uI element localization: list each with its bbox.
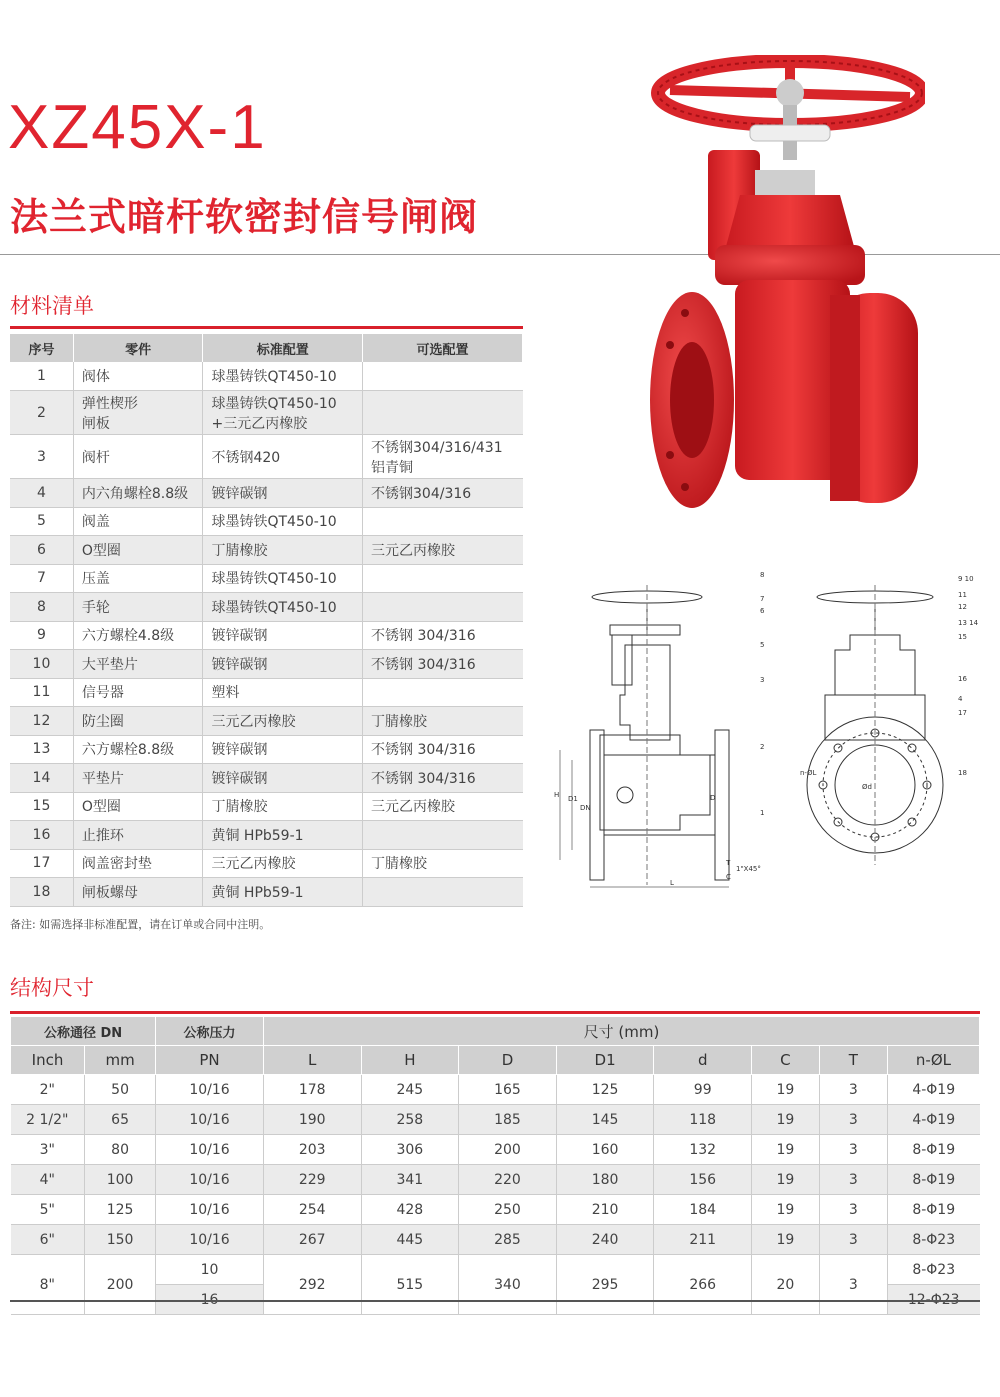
model-number: XZ45X-1 [8,93,267,162]
dim-cell: 99 [654,1075,752,1105]
dimensions-body [11,1075,980,1315]
materials-row [10,650,523,679]
col-c: C [752,1046,820,1075]
mat-standard: 黄铜 HPb59-1 [203,821,363,850]
materials-body [10,362,523,906]
mat-part: 大平垫片 [73,650,203,679]
mat-part: 止推环 [73,821,203,850]
dim-cell: 5" [11,1195,85,1225]
dim-cell: 306 [361,1135,459,1165]
materials-row [10,735,523,764]
bottom-rule [10,1300,980,1302]
dim-cell: 145 [556,1105,654,1135]
dim-cell: 8-Φ19 [887,1165,979,1195]
mat-part: 闸板螺母 [73,878,203,907]
dimensions-row [11,1135,980,1165]
dim-cell: 3 [819,1255,887,1315]
dim-cell: 8-Φ19 [887,1135,979,1165]
mat-optional [363,593,523,622]
dim-cell: 178 [263,1075,361,1105]
mat-index: 7 [10,564,73,593]
mat-optional [363,878,523,907]
dim-cell: 3 [819,1105,887,1135]
dimensions-heading: 结构尺寸 [10,976,94,1000]
dim-cell: 8-Φ23 [887,1255,979,1285]
dim-cell: 254 [263,1195,361,1225]
mat-part: 阀体 [73,362,203,391]
dim-cell: 266 [654,1255,752,1315]
mat-part: 阀杆 [73,435,203,479]
group-size: 尺寸 (mm) [263,1017,979,1046]
mat-standard: 塑料 [203,678,363,707]
mat-part: 阀盖密封垫 [73,849,203,878]
col-t: T [819,1046,887,1075]
mat-index: 6 [10,536,73,565]
mat-standard: 球墨铸铁QT450-10 +三元乙丙橡胶 [203,391,363,435]
dim-cell: 4-Φ19 [887,1075,979,1105]
dimensions-row [11,1105,980,1135]
mat-part: 防尘圈 [73,707,203,736]
mat-optional: 不锈钢 304/316 [363,764,523,793]
dimensions-row [11,1225,980,1255]
dim-cell: 240 [556,1225,654,1255]
dim-cell: 19 [752,1195,820,1225]
materials-row [10,391,523,435]
dim-cell: 285 [459,1225,557,1255]
mat-part: 平垫片 [73,764,203,793]
dim-cell: 292 [263,1255,361,1315]
dimensions-redline [10,1011,980,1014]
mat-standard: 黄铜 HPb59-1 [203,878,363,907]
materials-row [10,564,523,593]
mat-part: O型圈 [73,536,203,565]
mat-optional [363,362,523,391]
col-index: 序号 [10,334,73,362]
dim-cell: 19 [752,1075,820,1105]
mat-index: 11 [10,678,73,707]
dim-cell: 190 [263,1105,361,1135]
mat-part: 手轮 [73,593,203,622]
dim-cell: 150 [85,1225,156,1255]
product-title: 法兰式暗杆软密封信号闸阀 [10,195,479,239]
dimensions-subheader [11,1046,980,1075]
materials-row [10,479,523,508]
dim-cell: 203 [263,1135,361,1165]
mat-standard: 镀锌碳钢 [203,621,363,650]
mat-part: O型圈 [73,792,203,821]
materials-table [10,334,523,907]
dimensions-row [11,1195,980,1225]
dim-cell: 65 [85,1105,156,1135]
mat-optional: 三元乙丙橡胶 [363,536,523,565]
group-dn: 公称通径 DN [11,1017,156,1046]
materials-row [10,536,523,565]
dim-cell: 10/16 [156,1075,264,1105]
col-mm: mm [85,1046,156,1075]
dim-cell: 10/16 [156,1105,264,1135]
materials-note: 备注: 如需选择非标准配置，请在订单或合同中注明。 [10,918,271,931]
mat-standard: 丁腈橡胶 [203,536,363,565]
dim-cell: 220 [459,1165,557,1195]
materials-row [10,507,523,536]
dim-cell: 3 [819,1075,887,1105]
mat-part: 压盖 [73,564,203,593]
dim-cell: 80 [85,1135,156,1165]
dim-cell: 19 [752,1165,820,1195]
group-pressure: 公称压力 [156,1017,264,1046]
mat-standard: 镀锌碳钢 [203,650,363,679]
col-part: 零件 [73,334,203,362]
mat-index: 15 [10,792,73,821]
dim-cell: 19 [752,1105,820,1135]
mat-standard: 镀锌碳钢 [203,735,363,764]
materials-redline [10,326,523,329]
dim-cell: 180 [556,1165,654,1195]
mat-part: 信号器 [73,678,203,707]
dimensions-table [10,1016,980,1315]
mat-standard: 三元乙丙橡胶 [203,707,363,736]
dim-cell: 185 [459,1105,557,1135]
mat-optional [363,564,523,593]
mat-index: 8 [10,593,73,622]
dim-cell: 267 [263,1225,361,1255]
dim-cell: 165 [459,1075,557,1105]
dim-cell: 341 [361,1165,459,1195]
dim-cell: 10 [156,1255,264,1285]
mat-optional: 不锈钢304/316/431 铝青铜 [363,435,523,479]
col-h: H [361,1046,459,1075]
dim-cell: 10/16 [156,1195,264,1225]
dim-cell: 3 [819,1135,887,1165]
dim-cell: 3 [819,1165,887,1195]
materials-row [10,792,523,821]
dim-cell: 210 [556,1195,654,1225]
mat-standard: 丁腈橡胶 [203,792,363,821]
mat-optional: 不锈钢 304/316 [363,650,523,679]
dim-cell: 2 1/2" [11,1105,85,1135]
mat-optional: 丁腈橡胶 [363,849,523,878]
dim-cell: 2" [11,1075,85,1105]
dim-cell: 6" [11,1225,85,1255]
dim-cell: 125 [85,1195,156,1225]
mat-part: 弹性楔形 闸板 [73,391,203,435]
dim-cell: 118 [654,1105,752,1135]
materials-row [10,878,523,907]
materials-row [10,435,523,479]
dim-cell: 19 [752,1225,820,1255]
mat-optional: 三元乙丙橡胶 [363,792,523,821]
col-optional: 可选配置 [363,334,523,362]
mat-part: 阀盖 [73,507,203,536]
col-d1: D1 [556,1046,654,1075]
materials-row [10,849,523,878]
dim-cell: 132 [654,1135,752,1165]
mat-standard: 镀锌碳钢 [203,764,363,793]
mat-standard: 球墨铸铁QT450-10 [203,362,363,391]
mat-optional [363,507,523,536]
mat-index: 9 [10,621,73,650]
dim-cell: 20 [752,1255,820,1315]
dim-cell: 3 [819,1225,887,1255]
materials-row [10,821,523,850]
mat-optional: 不锈钢 304/316 [363,621,523,650]
mat-standard: 球墨铸铁QT450-10 [203,593,363,622]
materials-heading: 材料清单 [10,294,94,318]
mat-index: 4 [10,479,73,508]
materials-row [10,707,523,736]
dim-cell: 428 [361,1195,459,1225]
drawing-left-labels: 8 7 6 5 3 2 1 [760,571,765,817]
mat-index: 18 [10,878,73,907]
mat-part: 内六角螺栓8.8级 [73,479,203,508]
mat-optional: 丁腈橡胶 [363,707,523,736]
mat-standard: 球墨铸铁QT450-10 [203,507,363,536]
mat-optional [363,821,523,850]
mat-index: 5 [10,507,73,536]
col-n-l: n-ØL [887,1046,979,1075]
dimensions-row [11,1075,980,1105]
mat-optional [363,678,523,707]
mat-index: 13 [10,735,73,764]
mat-standard: 球墨铸铁QT450-10 [203,564,363,593]
dim-cell: 156 [654,1165,752,1195]
dim-cell: 245 [361,1075,459,1105]
dim-cell: 200 [85,1255,156,1315]
mat-part: 六方螺栓8.8级 [73,735,203,764]
col-d: D [459,1046,557,1075]
col-inch: Inch [11,1046,85,1075]
mat-index: 16 [10,821,73,850]
dimensions-row [11,1165,980,1195]
dim-cell: 100 [85,1165,156,1195]
materials-row [10,678,523,707]
dim-cell: 515 [361,1255,459,1315]
col-l: L [263,1046,361,1075]
col-d: d [654,1046,752,1075]
dim-cell: 10/16 [156,1165,264,1195]
materials-row [10,621,523,650]
dim-cell: 4" [11,1165,85,1195]
dim-cell: 4-Φ19 [887,1105,979,1135]
mat-standard: 三元乙丙橡胶 [203,849,363,878]
dim-cell: 10/16 [156,1225,264,1255]
mat-index: 10 [10,650,73,679]
mat-index: 3 [10,435,73,479]
dim-cell: 50 [85,1075,156,1105]
mat-index: 17 [10,849,73,878]
mat-index: 14 [10,764,73,793]
dim-cell: 184 [654,1195,752,1225]
dim-cell: 445 [361,1225,459,1255]
dim-cell: 19 [752,1135,820,1165]
dim-cell: 229 [263,1165,361,1195]
dim-cell: 258 [361,1105,459,1135]
col-standard: 标准配置 [203,334,363,362]
mat-optional [363,391,523,435]
dim-cell: 160 [556,1135,654,1165]
dim-cell: 340 [459,1255,557,1315]
mat-part: 六方螺栓4.8级 [73,621,203,650]
mat-standard: 镀锌碳钢 [203,479,363,508]
dim-cell: 8" [11,1255,85,1315]
technical-drawing [550,565,990,895]
valve-photo [630,55,925,515]
dim-cell: 200 [459,1135,557,1165]
dim-cell: 125 [556,1075,654,1105]
mat-optional: 不锈钢 304/316 [363,735,523,764]
mat-optional: 不锈钢304/316 [363,479,523,508]
materials-row [10,764,523,793]
dim-cell: 3 [819,1195,887,1225]
dim-cell: 211 [654,1225,752,1255]
materials-row [10,362,523,391]
materials-row [10,593,523,622]
dim-cell: 8-Φ19 [887,1195,979,1225]
dim-cell: 295 [556,1255,654,1315]
dim-cell: 10/16 [156,1135,264,1165]
dim-cell: 3" [11,1135,85,1165]
dim-cell: 250 [459,1195,557,1225]
drawing-right-labels: 9 10 11 12 13 14 15 16 4 17 18 [958,575,979,777]
mat-index: 1 [10,362,73,391]
mat-standard: 不锈钢420 [203,435,363,479]
dimensions-row [11,1255,980,1285]
col-pn: PN [156,1046,264,1075]
dim-cell: 8-Φ23 [887,1225,979,1255]
mat-index: 12 [10,707,73,736]
drawing-dim-labels: H D1 D DNLT C1"X45°n-ØLØd [554,769,872,887]
mat-index: 2 [10,391,73,435]
